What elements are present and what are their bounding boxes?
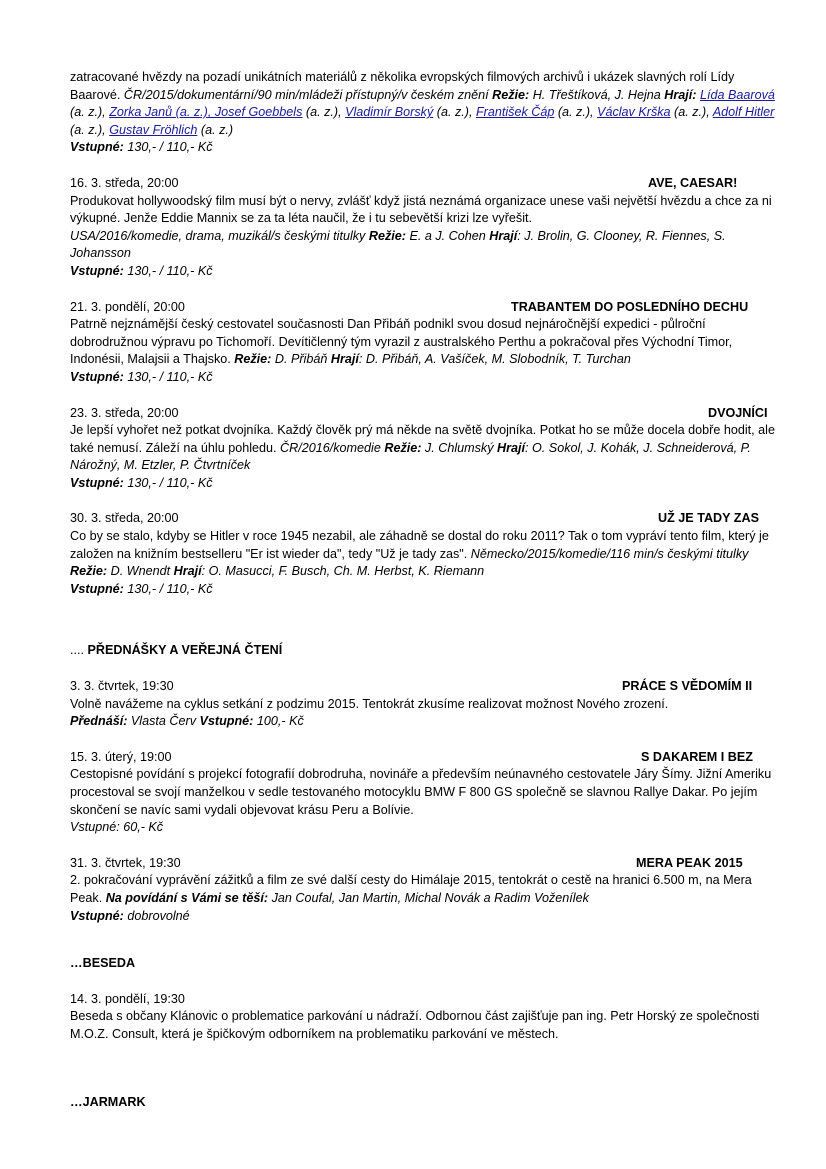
price-label: Vstupné:: [70, 140, 124, 155]
event-title: TRABANTEM DO POSLEDNÍHO DECHU: [511, 299, 749, 314]
price-line: [70, 908, 776, 926]
event-trabantem: [70, 299, 776, 387]
event-description: [70, 528, 776, 581]
price-line: [70, 475, 776, 493]
heading-text: PŘEDNÁŠKY A VEŘEJNÁ ČTENÍ: [87, 643, 283, 658]
event-date: 23. 3. středa, 20:00: [70, 405, 179, 420]
event-date: 21. 3. pondělí, 20:00: [70, 299, 185, 314]
event-text: Co by se stalo, kdyby se Hitler v roce 1945 nezabil, ale záhadně se dostal do roku 2011? Tak o tom vypráví tento film, který je založen na knižním bestselleru "Er ist wieder da", tedy "Už je tady zas".: [70, 529, 769, 561]
event-text: Patrně nejznámější český cestovatel současnosti Dan Přibáň podnikl svou dosud nejnáročnější expedici - půlroční dobrodružnou výpravu po Tichomoří. Devítičlenný tým vyrazil z australského Perthu a pokračoval přes Východní Timor, Indonésii, Malajsii a Thajsko.: [70, 317, 733, 367]
cast-note: (a. z.),: [70, 122, 110, 137]
event-text: Je lepší vyhořet než potkat dvojníka. Každý člověk prý má někde na světě dvojníka. Potkat ho se může docela dobře hodit, ale také nemusí. Záleží na úhlu pohledu.: [70, 423, 775, 455]
event-text: Cestopisné povídání s projekcí fotografií dobrodruha, novináře a především neúnavného cestovatele Járy Šímy. Jižní Ameriku procestoval se svojí manželkou v sedle testovaného motocyklu BMW F 800 GS společně se slavnou Rallye Dakar. Po jejím skončení se navíc sami vydali objevovat krásu Peru a Bolívie.: [70, 767, 772, 817]
speaker-label: Na povídání s Vámi se těší:: [105, 890, 269, 905]
cast-link-borsky[interactable]: Vladimír Borský: [345, 105, 434, 120]
speaker-label: Přednáší:: [70, 714, 128, 729]
price-label: Vstupné:: [70, 908, 124, 923]
hraji-label: Hrají: [489, 228, 518, 243]
event-date: 16. 3. středa, 20:00: [70, 175, 179, 190]
event-date: 14. 3. pondělí, 19:30: [70, 991, 185, 1006]
event-date: 3. 3. čtvrtek, 19:30: [70, 679, 174, 694]
intro-text: zatracované hvězdy na pozadí unikátních materiálů z několika evropských filmových archivů i ukázek slavných: [70, 70, 686, 84]
price-value: 130,- / 110,- Kč: [123, 263, 213, 278]
hraji-label: Hrají: [497, 440, 526, 455]
price-line: Vstupné: 60,- Kč: [70, 820, 164, 835]
cast-note: (a. z.),: [670, 105, 713, 120]
lecture-prace-s-vedomim: [70, 678, 776, 731]
lecture-s-dakarem: [70, 749, 776, 837]
intro-block: [70, 69, 776, 157]
event-header: [70, 175, 776, 193]
hraji-label: Hrají:: [664, 87, 697, 102]
lecture-mera-peak: [70, 855, 776, 925]
price-label: Vstupné:: [70, 475, 124, 490]
event-header: [70, 678, 776, 696]
event-cast: : J. Brolin, G. Clooney, R. Fiennes, S. Johansson: [70, 228, 726, 261]
event-cast: : D. Přibáň, A. Vašíček, M. Slobodník, T. Turchan: [358, 352, 631, 367]
event-date: 30. 3. středa, 20:00: [70, 511, 179, 526]
event-meta: Německo/2015/komedie/116 min/s českými titulky: [470, 546, 749, 561]
event-title: MERA PEAK 2015: [636, 855, 743, 870]
price-label: Vstupné:: [70, 369, 124, 384]
section-heading-jarmark: …JARMARK: [70, 1094, 146, 1109]
event-text: Beseda s občany Klánovic o problematice parkování u nádraží. Odbornou část zajišťuje pan ing. Petr Horský ze společnosti M.O.Z. Consult, která je špičkovým odborníkem na problematiku parkování ve městech.: [70, 1009, 760, 1041]
cast-note: (a. z.),: [554, 105, 598, 120]
event-header: [70, 855, 776, 873]
price-value: 130,- / 110,- Kč: [123, 140, 213, 155]
intro-line: [70, 69, 776, 139]
price-line: [70, 263, 776, 281]
cast-link-krska[interactable]: Václav Krška: [597, 105, 671, 120]
speaker-name: Vlasta Červ: [127, 714, 200, 729]
rezie-label: Režie:: [368, 228, 406, 243]
price-value: dobrovolné: [123, 908, 190, 923]
price-value: 130,- / 110,- Kč: [123, 475, 213, 490]
event-title: S DAKAREM I BEZ: [641, 749, 753, 764]
event-header: [70, 510, 776, 528]
price-value: 130,- / 110,- Kč: [123, 369, 213, 384]
intro-director: H. Třeštíková, J. Hejna: [529, 87, 665, 102]
price-line: [70, 369, 776, 387]
event-meta: USA/2016/komedie, drama, muzikál/s českými titulky: [70, 228, 369, 243]
rezie-label: Režie:: [70, 564, 108, 579]
cast-note: (a. z.),: [70, 105, 110, 120]
event-meta: ČR/2016/komedie: [280, 440, 385, 455]
section-heading-lectures: [70, 642, 776, 660]
heading-prefix: ....: [70, 643, 88, 658]
price-label: Vstupné:: [70, 263, 124, 278]
rezie-label: Režie:: [384, 440, 422, 455]
event-header: [70, 991, 776, 1009]
speaker-name: Jan Coufal, Jan Martin, Michal Novák a Radim Voženílek: [268, 890, 589, 905]
event-header: [70, 405, 776, 423]
cast-link-baarova[interactable]: Lída Baarová: [699, 87, 775, 102]
cast-note: (a. z.): [197, 122, 234, 137]
price-line: [70, 581, 776, 599]
event-text: Produkovat hollywoodský film musí být o nervy, zvlášť když jistá neznámá organizace unese vaši největší hvězdu a chce za ni výkupné. Jenže Eddie Mannix se za ta léta naučil, že i tu sebevětší krizi lze vyřešit.: [70, 193, 772, 226]
intro-meta: ČR/2015/dokumentární/90 min/mládeži přístupný/v českém znění: [123, 87, 493, 102]
beseda-event: [70, 991, 776, 1044]
intro-text-2: rolí Lídy Baarové.: [70, 70, 735, 102]
cast-note: (a. z.),: [433, 105, 476, 120]
hraji-label: Hrají: [173, 564, 202, 579]
cast-link-hitler[interactable]: Adolf Hitler: [712, 105, 775, 120]
event-description: [70, 193, 776, 263]
event-header: [70, 299, 776, 317]
price-line: [70, 139, 776, 157]
event-description: [70, 422, 776, 475]
price-label: Vstupné:: [199, 714, 254, 729]
event-title: DVOJNÍCI: [708, 405, 768, 420]
event-title: PRÁCE S VĚDOMÍM II: [622, 679, 753, 694]
section-heading-beseda: …BESEDA: [70, 956, 136, 971]
event-date: 31. 3. čtvrtek, 19:30: [70, 855, 181, 870]
event-header: [70, 749, 776, 767]
price-value: 130,- / 110,- Kč: [123, 581, 213, 596]
event-description: [70, 872, 776, 907]
document-page: [70, 69, 776, 1111]
cast-link-janu-goebbels[interactable]: Zorka Janů (a. z.), Josef Goebbels: [109, 105, 303, 120]
event-text: Volně navážeme na cyklus setkání z podzimu 2015. Tentokrát zkusíme realizovat možnost Nového zrození.: [70, 696, 669, 711]
event-date: 15. 3. úterý, 19:00: [70, 749, 172, 764]
cast-link-frohlich[interactable]: Gustav Fröhlich: [109, 122, 198, 137]
event-director: D. Přibáň: [271, 352, 331, 367]
event-uz-je-tady-zas: [70, 510, 776, 598]
event-title: AVE, CAESAR!: [648, 175, 738, 190]
event-dvojnici: [70, 405, 776, 493]
rezie-label: Režie:: [234, 352, 272, 367]
event-ave-caesar: [70, 175, 776, 281]
rezie-label: Režie:: [492, 87, 530, 102]
price-label: Vstupné:: [70, 581, 124, 596]
event-director: E. a J. Cohen: [405, 228, 490, 243]
event-text: 2. pokračování vyprávění zážitků a film ze své další cesty do Himálaje 2015, tentokrát o cestě na hranici 6.500 m, na Mera Peak.: [70, 873, 752, 905]
hraji-label: Hrají: [330, 352, 359, 367]
event-cast: : O. Sokol, J. Kohák, J. Schneiderová, P. Nárožný, M. Etzler, P. Čtvrtníček: [70, 440, 751, 473]
event-director: J. Chlumský: [421, 440, 498, 455]
cast-note: (a. z.),: [302, 105, 346, 120]
price-value: 100,- Kč: [253, 714, 304, 729]
cast-link-cap[interactable]: František Čáp: [475, 105, 555, 120]
event-title: UŽ JE TADY ZAS: [658, 511, 759, 526]
event-director: D. Wnendt: [107, 564, 174, 579]
event-cast: : O. Masucci, F. Busch, Ch. M. Herbst, K. Riemann: [201, 564, 485, 579]
event-description: [70, 316, 776, 369]
speaker-line: [70, 713, 776, 731]
